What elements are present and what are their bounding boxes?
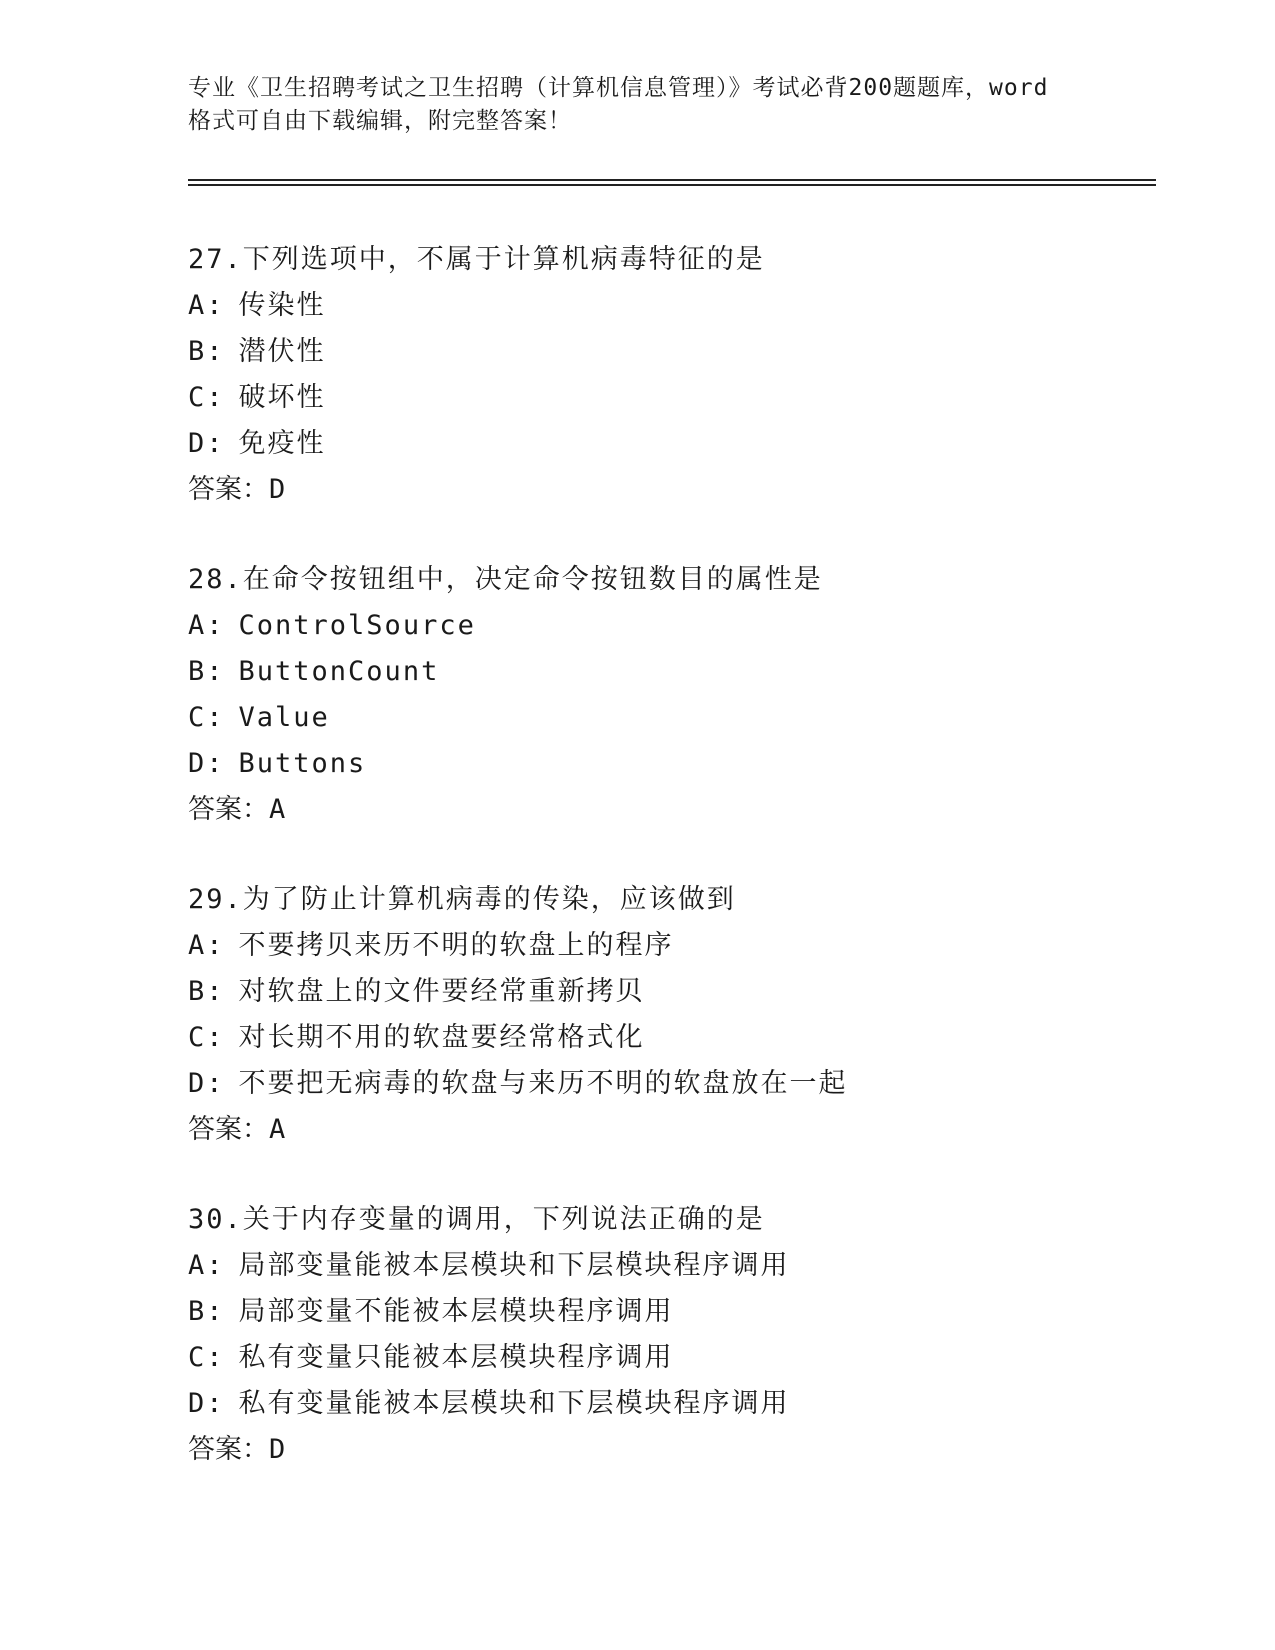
option-b: [188, 1289, 1148, 1335]
option-letter: B:: [188, 656, 225, 687]
option-text: 私有变量只能被本层模块程序调用: [238, 1342, 674, 1373]
option-letter: B:: [188, 976, 225, 1007]
question-text: 为了防止计算机病毒的传染，应该做到: [242, 884, 736, 915]
option-text: ButtonCount: [238, 656, 440, 687]
option-d: [188, 421, 1148, 467]
option-letter: A:: [188, 290, 225, 321]
question-27: [188, 237, 1148, 557]
option-text: 局部变量能被本层模块和下层模块程序调用: [238, 1250, 790, 1281]
option-letter: D:: [188, 1068, 225, 1099]
question-text: 在命令按钮组中，决定命令按钮数目的属性是: [242, 564, 823, 595]
option-letter: C:: [188, 1342, 225, 1373]
header-divider-bottom: [188, 184, 1156, 186]
answer-line: [188, 467, 1148, 513]
option-letter: A:: [188, 930, 225, 961]
question-number: 27.: [188, 244, 243, 275]
question-stem: [188, 877, 1148, 923]
answer-value: A: [269, 1114, 286, 1145]
header-line-2: 格式可自由下载编辑，附完整答案！: [188, 108, 572, 134]
answer-value: D: [269, 474, 286, 505]
option-a: [188, 1243, 1148, 1289]
option-d: [188, 1061, 1148, 1107]
option-text: 免疫性: [238, 428, 326, 459]
question-stem: [188, 557, 1148, 603]
option-letter: B:: [188, 1296, 225, 1327]
question-text: 下列选项中，不属于计算机病毒特征的是: [242, 244, 765, 275]
option-d: [188, 1381, 1148, 1427]
question-stem: [188, 237, 1148, 283]
answer-label: 答案：: [188, 1434, 269, 1465]
option-b: [188, 329, 1148, 375]
option-letter: C:: [188, 702, 225, 733]
option-a: [188, 923, 1148, 969]
header-divider-top: [188, 179, 1156, 181]
document-header: [188, 72, 1088, 138]
option-a: [188, 603, 1148, 649]
option-letter: B:: [188, 336, 225, 367]
option-text: 不要把无病毒的软盘与来历不明的软盘放在一起: [238, 1068, 848, 1099]
option-d: [188, 741, 1148, 787]
option-letter: C:: [188, 1022, 225, 1053]
option-text: 局部变量不能被本层模块程序调用: [238, 1296, 674, 1327]
question-number: 30.: [188, 1204, 243, 1235]
option-letter: C:: [188, 382, 225, 413]
option-b: [188, 969, 1148, 1015]
question-28: [188, 557, 1148, 877]
header-line-1: 专业《卫生招聘考试之卫生招聘（计算机信息管理）》考试必背200题题库，word: [188, 75, 1049, 101]
option-letter: D:: [188, 1388, 225, 1419]
answer-label: 答案：: [188, 1114, 269, 1145]
answer-label: 答案：: [188, 474, 269, 505]
answer-line: [188, 787, 1148, 833]
answer-line: [188, 1107, 1148, 1153]
option-b: [188, 649, 1148, 695]
option-text: Value: [238, 702, 330, 733]
option-text: Buttons: [238, 748, 367, 779]
option-letter: D:: [188, 428, 225, 459]
option-text: 不要拷贝来历不明的软盘上的程序: [238, 930, 674, 961]
option-letter: A:: [188, 1250, 225, 1281]
question-number: 28.: [188, 564, 243, 595]
question-text: 关于内存变量的调用，下列说法正确的是: [242, 1204, 765, 1235]
option-text: 破坏性: [238, 382, 326, 413]
option-a: [188, 283, 1148, 329]
option-text: 传染性: [238, 290, 326, 321]
option-c: [188, 1335, 1148, 1381]
answer-value: D: [269, 1434, 286, 1465]
question-30: [188, 1197, 1148, 1517]
option-c: [188, 695, 1148, 741]
question-stem: [188, 1197, 1148, 1243]
option-c: [188, 1015, 1148, 1061]
option-letter: A:: [188, 610, 225, 641]
option-text: 潜伏性: [238, 336, 326, 367]
question-list: [188, 237, 1148, 1517]
option-text: 对长期不用的软盘要经常格式化: [238, 1022, 645, 1053]
option-text: ControlSource: [238, 610, 476, 641]
answer-line: [188, 1427, 1148, 1473]
option-text: 私有变量能被本层模块和下层模块程序调用: [238, 1388, 790, 1419]
answer-value: A: [269, 794, 286, 825]
question-29: [188, 877, 1148, 1197]
option-c: [188, 375, 1148, 421]
option-text: 对软盘上的文件要经常重新拷贝: [238, 976, 645, 1007]
option-letter: D:: [188, 748, 225, 779]
answer-label: 答案：: [188, 794, 269, 825]
question-number: 29.: [188, 884, 243, 915]
